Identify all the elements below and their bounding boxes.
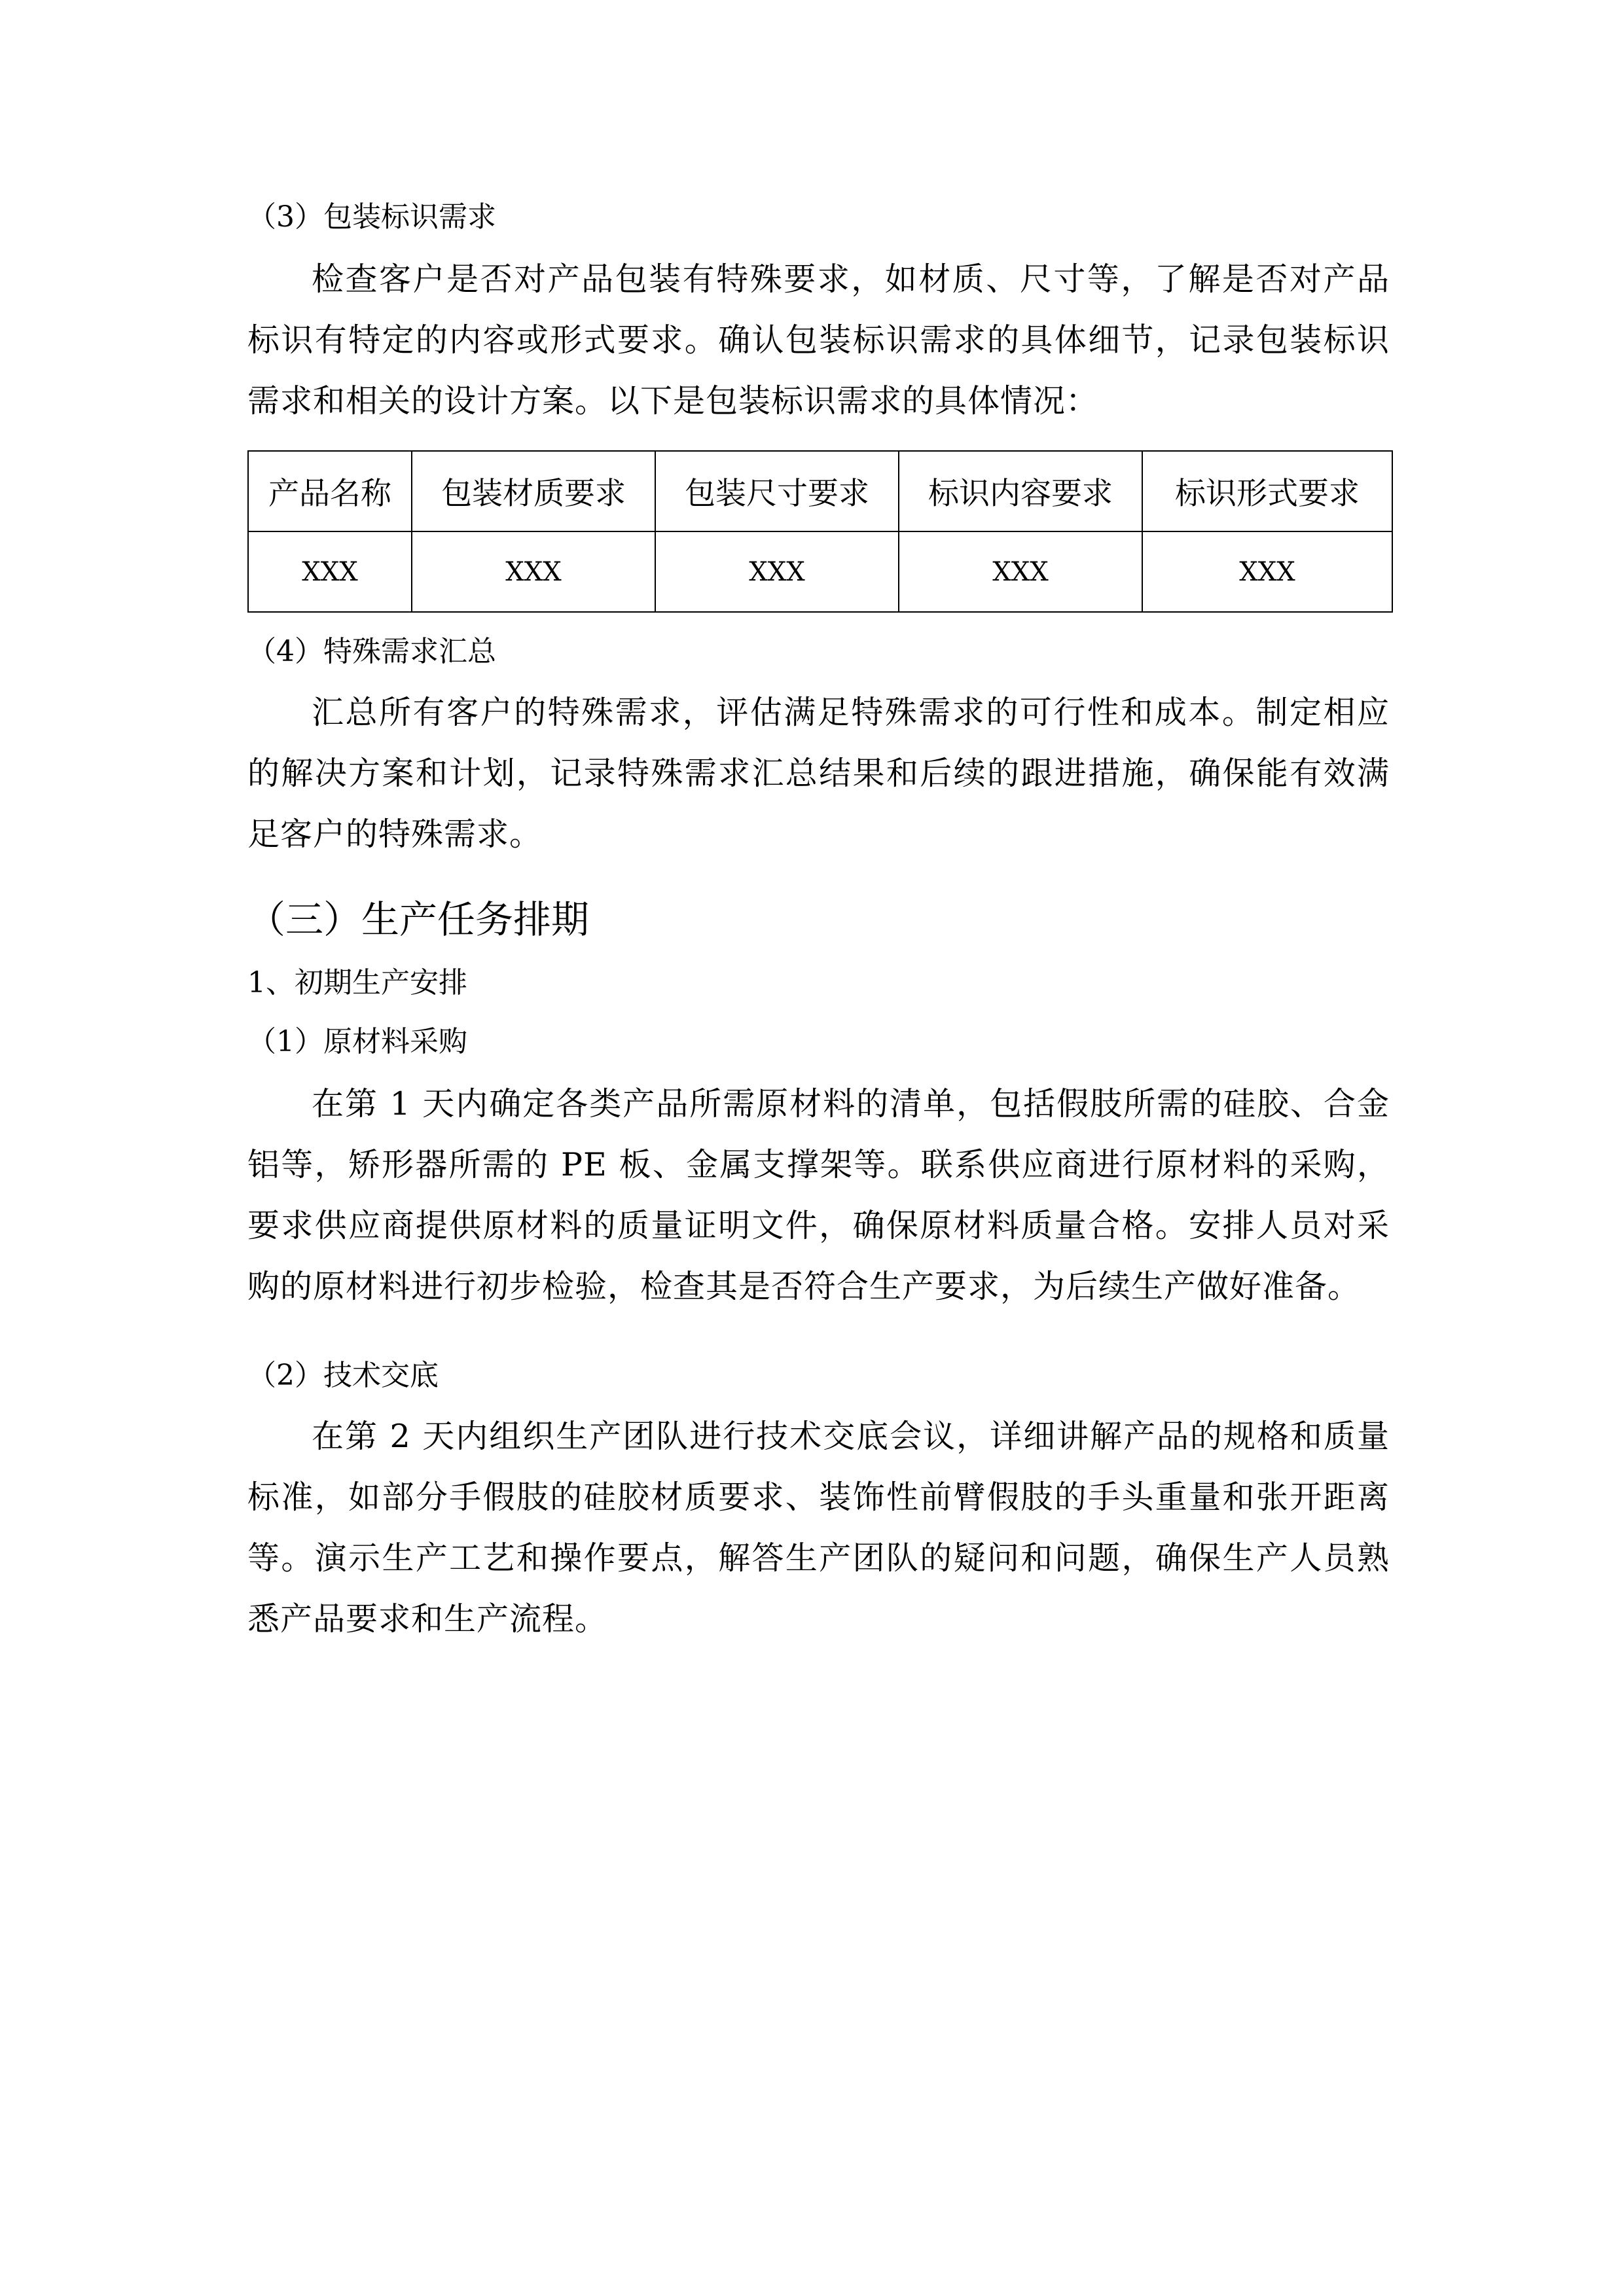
special-needs-heading: （4）特殊需求汇总 [247, 635, 496, 668]
tech-briefing-paragraph: 在第 2 天内组织生产团队进行技术交底会议，详细讲解产品的规格和质量标准，如部分手假肢的硅胶材质要求、装饰性前臂假肢的手头重量和张开距离等。演示生产工艺和操作要点，解答生产团队的疑问和问题，确保生产人员熟悉产品要求和生产流程。 [247, 1418, 1390, 1638]
table-header-cell: 标识形式要求 [1142, 451, 1392, 531]
table-header-cell: 产品名称 [248, 451, 412, 531]
table-cell: XXX [1142, 531, 1392, 612]
initial-production-heading: 1、初期生产安排 [247, 966, 467, 999]
table-header-row [248, 451, 1392, 531]
table-cell: XXX [248, 531, 412, 612]
table-header-cell: 包装材质要求 [412, 451, 655, 531]
raw-materials-paragraph: 在第 1 天内确定各类产品所需原材料的清单，包括假肢所需的硅胶、合金铝等，矫形器所需的 PE 板、金属支撑架等。联系供应商进行原材料的采购，要求供应商提供原材料的质量证明文件，确保原材料质量合格。安排人员对采购的原材料进行初步检验，检查其是否符合生产要求，为后续生产做好准备。 [247, 1085, 1390, 1305]
table-cell: XXX [655, 531, 899, 612]
packaging-paragraph: 检查客户是否对产品包装有特殊要求，如材质、尺寸等，了解是否对产品标识有特定的内容或形式要求。确认包装标识需求的具体细节，记录包装标识需求和相关的设计方案。以下是包装标识需求的具体情况： [247, 260, 1390, 420]
table-cell: XXX [412, 531, 655, 612]
schedule-section-heading: （三）生产任务排期 [247, 897, 590, 942]
raw-materials-heading: （1）原材料采购 [247, 1025, 467, 1058]
table-header-cell: 包装尺寸要求 [655, 451, 899, 531]
special-needs-paragraph: 汇总所有客户的特殊需求，评估满足特殊需求的可行性和成本。制定相应的解决方案和计划，记录特殊需求汇总结果和后续的跟进措施，确保能有效满足客户的特殊需求。 [247, 694, 1390, 853]
packaging-requirements-table [247, 450, 1393, 613]
table-row [248, 531, 1392, 612]
table-cell: XXX [899, 531, 1142, 612]
tech-briefing-heading: （2）技术交底 [247, 1359, 439, 1392]
table-header-cell: 标识内容要求 [899, 451, 1142, 531]
packaging-heading: （3）包装标识需求 [247, 200, 496, 234]
